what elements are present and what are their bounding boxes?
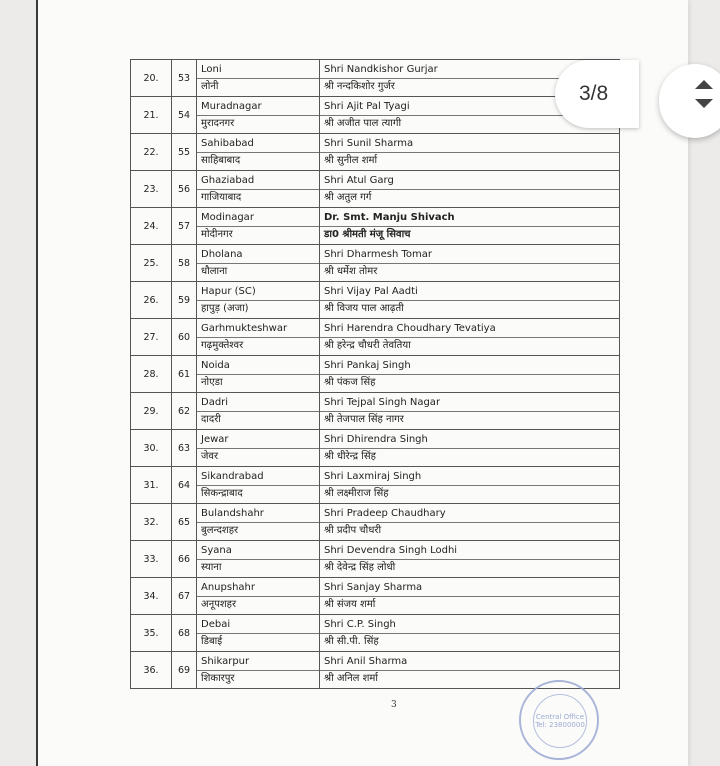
constituency-number-cell: 65 xyxy=(172,504,197,541)
candidate-cell xyxy=(320,208,620,245)
table-row xyxy=(131,282,620,319)
constituency-cell xyxy=(197,504,320,541)
constituency-name-hi: जेवर xyxy=(197,448,319,466)
candidate-cell xyxy=(320,578,620,615)
constituency-name-en: Sikandrabad xyxy=(201,471,264,482)
serial-number-cell: 31. xyxy=(131,467,172,504)
constituency-name-hi: मुरादनगर xyxy=(197,115,319,133)
serial-number-cell: 20. xyxy=(131,60,172,97)
constituency-name-hi: बुलन्दशहर xyxy=(197,522,319,540)
constituency-cell xyxy=(197,60,320,97)
constituency-number-cell: 55 xyxy=(172,134,197,171)
constituency-name-en: Anupshahr xyxy=(201,582,255,593)
constituency-name-en: Debai xyxy=(201,619,231,630)
constituency-name-hi: नोएडा xyxy=(197,374,319,392)
serial-number-cell: 27. xyxy=(131,319,172,356)
table-row xyxy=(131,134,620,171)
candidate-name-hi: श्री अजीत पाल त्यागी xyxy=(320,115,619,133)
constituency-number-cell: 56 xyxy=(172,171,197,208)
stamp-line-1: Central Office xyxy=(535,713,585,721)
candidate-cell xyxy=(320,541,620,578)
serial-number-cell: 33. xyxy=(131,541,172,578)
candidate-name-en: Dr. Smt. Manju Shivach xyxy=(324,212,455,223)
table-row xyxy=(131,319,620,356)
constituency-cell xyxy=(197,356,320,393)
candidate-name-hi: श्री तेजपाल सिंह नागर xyxy=(320,411,619,429)
constituency-name-en: Loni xyxy=(201,64,222,75)
candidate-name-en: Shri Anil Sharma xyxy=(324,656,408,667)
candidate-cell xyxy=(320,615,620,652)
constituency-number-cell: 60 xyxy=(172,319,197,356)
candidate-name-en: Shri Nandkishor Gurjar xyxy=(324,64,438,75)
candidate-name-en: Shri Atul Garg xyxy=(324,175,394,186)
constituency-number-cell: 54 xyxy=(172,97,197,134)
candidate-name-hi: श्री धर्मेश तोमर xyxy=(320,263,619,281)
constituency-name-hi: लोनी xyxy=(197,78,319,96)
serial-number-cell: 32. xyxy=(131,504,172,541)
constituency-number-cell: 67 xyxy=(172,578,197,615)
table-row xyxy=(131,245,620,282)
constituency-name-en: Bulandshahr xyxy=(201,508,264,519)
candidate-name-en: Shri C.P. Singh xyxy=(324,619,396,630)
constituency-number-cell: 68 xyxy=(172,615,197,652)
candidate-name-en: Shri Devendra Singh Lodhi xyxy=(324,545,458,556)
constituency-name-en: Sahibabad xyxy=(201,138,254,149)
constituency-cell xyxy=(197,541,320,578)
constituency-cell xyxy=(197,578,320,615)
constituency-name-en: Garhmukteshwar xyxy=(201,323,288,334)
candidate-name-en: Shri Ajit Pal Tyagi xyxy=(324,101,410,112)
candidate-name-hi: श्री सुनील शर्मा xyxy=(320,152,619,170)
constituency-name-en: Hapur (SC) xyxy=(201,286,256,297)
constituency-name-en: Jewar xyxy=(201,434,229,445)
constituency-name-en: Muradnagar xyxy=(201,101,262,112)
candidate-name-en: Shri Tejpal Singh Nagar xyxy=(324,397,441,408)
candidate-name-en: Shri Sanjay Sharma xyxy=(324,582,423,593)
serial-number-cell: 36. xyxy=(131,652,172,689)
constituency-name-hi: स्याना xyxy=(197,559,319,577)
candidate-name-en: Shri Harendra Choudhary Tevatiya xyxy=(324,323,496,334)
serial-number-cell: 26. xyxy=(131,282,172,319)
constituency-cell xyxy=(197,430,320,467)
serial-number-cell: 24. xyxy=(131,208,172,245)
table-row xyxy=(131,615,620,652)
constituency-cell xyxy=(197,393,320,430)
page-indicator-text: 3/8 xyxy=(579,82,609,105)
stamp-line-2: Tel: 23800000 xyxy=(535,721,585,729)
candidate-cell xyxy=(320,356,620,393)
constituency-name-hi: धौलाना xyxy=(197,263,319,281)
constituency-name-hi: शिकारपुर xyxy=(197,670,319,688)
constituency-name-en: Modinagar xyxy=(201,212,254,223)
candidate-cell xyxy=(320,282,620,319)
candidate-name-en: Shri Sunil Sharma xyxy=(324,138,414,149)
constituency-name-en: Shikarpur xyxy=(201,656,250,667)
table-row xyxy=(131,430,620,467)
constituency-number-cell: 64 xyxy=(172,467,197,504)
constituency-name-hi: अनूपशहर xyxy=(197,596,319,614)
candidate-name-en: Shri Vijay Pal Aadti xyxy=(324,286,418,297)
candidate-name-hi: डा0 श्रीमती मंजू सिवाच xyxy=(320,226,619,244)
chevron-down-icon xyxy=(695,99,713,108)
candidate-cell xyxy=(320,393,620,430)
candidate-name-hi: श्री विजय पाल आढ़ती xyxy=(320,300,619,318)
table-row xyxy=(131,171,620,208)
page-scroll-button[interactable] xyxy=(659,64,720,138)
office-stamp xyxy=(519,680,599,760)
constituency-name-en: Dholana xyxy=(201,249,243,260)
constituency-number-cell: 58 xyxy=(172,245,197,282)
candidate-cell xyxy=(320,504,620,541)
serial-number-cell: 29. xyxy=(131,393,172,430)
candidate-table xyxy=(130,59,620,689)
constituency-name-en: Noida xyxy=(201,360,230,371)
candidate-name-hi: श्री लक्ष्मीराज सिंह xyxy=(320,485,619,503)
serial-number-cell: 28. xyxy=(131,356,172,393)
constituency-name-hi: दादरी xyxy=(197,411,319,429)
serial-number-cell: 22. xyxy=(131,134,172,171)
candidate-name-hi: श्री संजय शर्मा xyxy=(320,596,619,614)
candidate-name-hi: श्री अनिल शर्मा xyxy=(320,670,619,688)
candidate-cell xyxy=(320,171,620,208)
page-indicator xyxy=(555,60,639,128)
table-row xyxy=(131,541,620,578)
constituency-name-hi: साहिबाबाद xyxy=(197,152,319,170)
candidate-name-en: Shri Pankaj Singh xyxy=(324,360,411,371)
constituency-number-cell: 63 xyxy=(172,430,197,467)
table-row xyxy=(131,578,620,615)
candidate-cell xyxy=(320,245,620,282)
constituency-number-cell: 61 xyxy=(172,356,197,393)
serial-number-cell: 34. xyxy=(131,578,172,615)
candidate-name-en: Shri Dhirendra Singh xyxy=(324,434,428,445)
constituency-number-cell: 59 xyxy=(172,282,197,319)
constituency-name-en: Syana xyxy=(201,545,232,556)
constituency-cell xyxy=(197,208,320,245)
table-row xyxy=(131,393,620,430)
constituency-name-hi: सिकन्द्राबाद xyxy=(197,485,319,503)
constituency-cell xyxy=(197,134,320,171)
constituency-cell xyxy=(197,652,320,689)
constituency-cell xyxy=(197,467,320,504)
constituency-cell xyxy=(197,615,320,652)
constituency-name-hi: हापुड़ (अजा) xyxy=(197,300,319,318)
constituency-name-en: Ghaziabad xyxy=(201,175,255,186)
constituency-number-cell: 62 xyxy=(172,393,197,430)
candidate-name-hi: श्री प्रदीप चौधरी xyxy=(320,522,619,540)
constituency-number-cell: 66 xyxy=(172,541,197,578)
constituency-number-cell: 57 xyxy=(172,208,197,245)
candidate-name-hi: श्री देवेन्द्र सिंह लोधी xyxy=(320,559,619,577)
table-row xyxy=(131,208,620,245)
constituency-name-hi: गढ़मुक्तेश्वर xyxy=(197,337,319,355)
candidate-name-hi: श्री पंकज सिंह xyxy=(320,374,619,392)
constituency-name-hi: मोदीनगर xyxy=(197,226,319,244)
constituency-cell xyxy=(197,97,320,134)
table-row xyxy=(131,97,620,134)
candidate-name-en: Shri Laxmiraj Singh xyxy=(324,471,422,482)
candidate-name-hi: श्री अतुल गर्ग xyxy=(320,189,619,207)
constituency-number-cell: 53 xyxy=(172,60,197,97)
candidate-name-hi: श्री हरेन्द्र चौधरी तेवतिया xyxy=(320,337,619,355)
table-row xyxy=(131,504,620,541)
candidate-cell xyxy=(320,319,620,356)
candidate-name-en: Shri Dharmesh Tomar xyxy=(324,249,432,260)
serial-number-cell: 23. xyxy=(131,171,172,208)
constituency-cell xyxy=(197,171,320,208)
constituency-name-en: Dadri xyxy=(201,397,229,408)
table-row xyxy=(131,60,620,97)
constituency-name-hi: गाजियाबाद xyxy=(197,189,319,207)
candidate-cell xyxy=(320,430,620,467)
candidate-name-hi: श्री नन्दकिशोर गुर्जर xyxy=(320,78,619,96)
constituency-cell xyxy=(197,282,320,319)
constituency-cell xyxy=(197,245,320,282)
table-row xyxy=(131,467,620,504)
page-footer-number: 3 xyxy=(391,700,397,710)
constituency-name-hi: डिबाई xyxy=(197,633,319,651)
chevron-up-icon xyxy=(695,80,713,89)
candidate-name-hi: श्री सी.पी. सिंह xyxy=(320,633,619,651)
constituency-number-cell: 69 xyxy=(172,652,197,689)
candidate-name-hi: श्री धीरेन्द्र सिंह xyxy=(320,448,619,466)
table-row xyxy=(131,356,620,393)
candidate-cell xyxy=(320,134,620,171)
serial-number-cell: 21. xyxy=(131,97,172,134)
constituency-cell xyxy=(197,319,320,356)
serial-number-cell: 35. xyxy=(131,615,172,652)
serial-number-cell: 30. xyxy=(131,430,172,467)
candidate-name-en: Shri Pradeep Chaudhary xyxy=(324,508,446,519)
serial-number-cell: 25. xyxy=(131,245,172,282)
candidate-cell xyxy=(320,467,620,504)
